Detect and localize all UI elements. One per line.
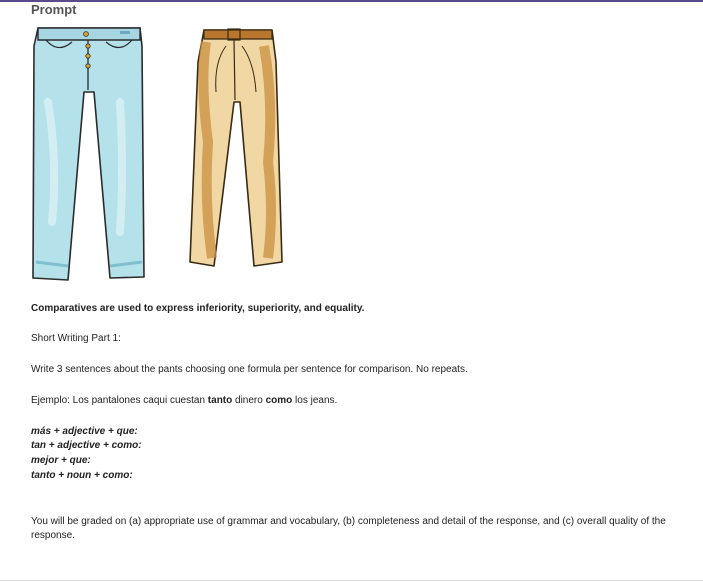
grading-text: You will be graded on (a) appropriate use of grammar and vocabulary, (b) completeness and detail of the response, and (c) overall quality of the response. xyxy=(31,516,666,541)
example-prefix: Ejemplo: Los pantalones caqui cuestan xyxy=(31,395,208,406)
instructions-text: Write 3 sentences about the pants choosing one formula per sentence for comparison. No repeats. xyxy=(31,364,468,375)
example-word-como: como xyxy=(265,395,293,406)
formula-item: mejor + que: xyxy=(31,455,91,466)
example-middle: dinero xyxy=(232,395,266,406)
formula-item: tan + adjective + como: xyxy=(31,440,142,451)
formula-item: más + adjective + que: xyxy=(31,426,138,437)
khaki-pants-image xyxy=(190,29,282,266)
example-suffix: los jeans. xyxy=(292,395,338,406)
jeans-image xyxy=(33,28,144,280)
example-sentence xyxy=(31,394,337,408)
intro-text: Comparatives are used to express inferiority, superiority, and equality. xyxy=(31,303,365,314)
example-word-tanto: tanto xyxy=(207,395,233,406)
pants-images xyxy=(28,22,308,287)
top-border xyxy=(0,0,703,2)
formula-item: tanto + noun + como: xyxy=(31,470,133,481)
prompt-title: Prompt xyxy=(31,2,77,17)
part-label: Short Writing Part 1: xyxy=(31,333,121,344)
